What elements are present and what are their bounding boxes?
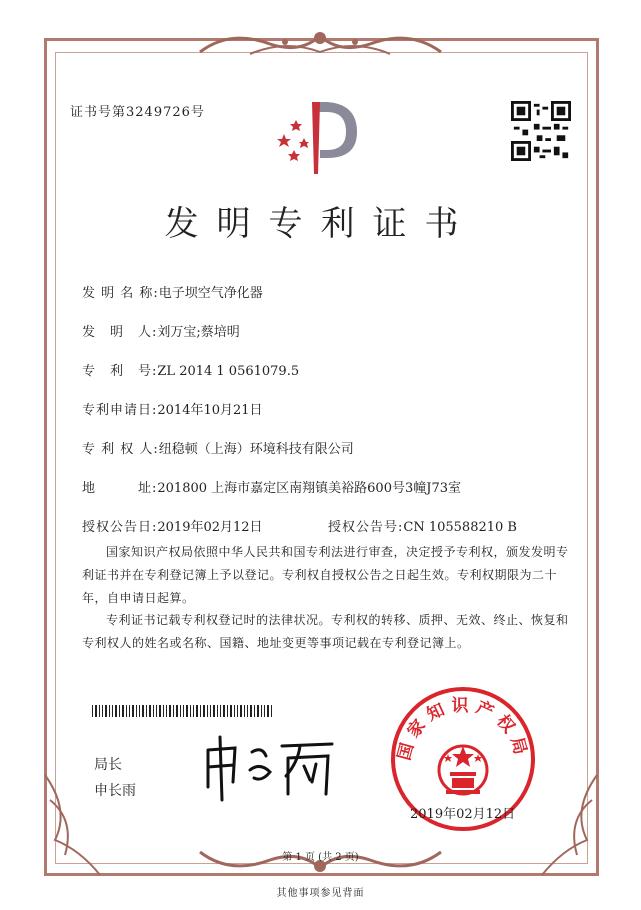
director-title: 局长 xyxy=(94,757,122,773)
barcode xyxy=(92,705,274,717)
field-label: 专 利 号: xyxy=(82,364,158,379)
field-label: 地 址: xyxy=(82,481,158,496)
field-invention-name xyxy=(82,282,263,301)
field-label: 发 明 人: xyxy=(82,325,158,340)
certificate-number: 证书号第3249726号 xyxy=(70,105,205,120)
seal-date: 2019年02月12日 xyxy=(410,807,516,822)
field-filing-date xyxy=(82,399,263,418)
field-value: ZL 2014 1 0561079.5 xyxy=(157,364,300,379)
field-grant-date xyxy=(82,516,263,535)
field-value: 2014年10月21日 xyxy=(157,403,263,418)
field-value: CN 105588210 B xyxy=(403,520,517,535)
field-inventor xyxy=(82,321,240,340)
field-label: 发 明 名 称: xyxy=(82,286,159,301)
field-patent-number xyxy=(82,360,299,379)
field-grant-number xyxy=(328,516,517,535)
field-label: 专利申请日: xyxy=(82,403,158,418)
seal-text: 国家知识产权局 xyxy=(394,696,532,763)
field-label: 授权公告号: xyxy=(328,520,404,535)
field-value: 刘万宝;蔡培明 xyxy=(157,325,240,340)
field-label: 授权公告日: xyxy=(82,520,158,535)
corner-ornament-bottom-right xyxy=(532,770,602,880)
director-name: 申长雨 xyxy=(94,783,136,799)
field-value: 电子坝空气净化器 xyxy=(158,286,263,301)
top-ornament xyxy=(190,24,451,64)
field-value: 2019年02月12日 xyxy=(157,520,263,535)
field-value: 201800 上海市嘉定区南翔镇美裕路600号3幢J73室 xyxy=(157,481,461,496)
paragraph-grant: 国家知识产权局依照中华人民共和国专利法进行审查，决定授予专利权，颁发发明专利证书并在专利登记簿上予以登记。专利权自授权公告之日起生效。专利权期限为二十年，自申请日起算。 xyxy=(82,545,569,605)
certificate-title: 发明专利证书 xyxy=(164,204,477,244)
field-label: 专 利 权 人: xyxy=(82,442,159,457)
field-patentee xyxy=(82,438,354,457)
paragraph-legal-status: 专利证书记载专利权登记时的法律状况。专利权的转移、质押、无效、终止、恢复和专利权人的姓名或名称、国籍、地址变更等事项记载在专利登记簿上。 xyxy=(82,613,569,650)
field-address xyxy=(82,477,461,496)
director-signature xyxy=(200,732,340,802)
page-number: 第 1 页 (共 2 页) xyxy=(282,852,359,863)
field-value: 纽稳顿（上海）环境科技有限公司 xyxy=(158,442,354,457)
qr-code xyxy=(511,101,571,161)
patent-office-logo xyxy=(272,92,367,182)
footer-note: 其他事项参见背面 xyxy=(276,888,365,899)
